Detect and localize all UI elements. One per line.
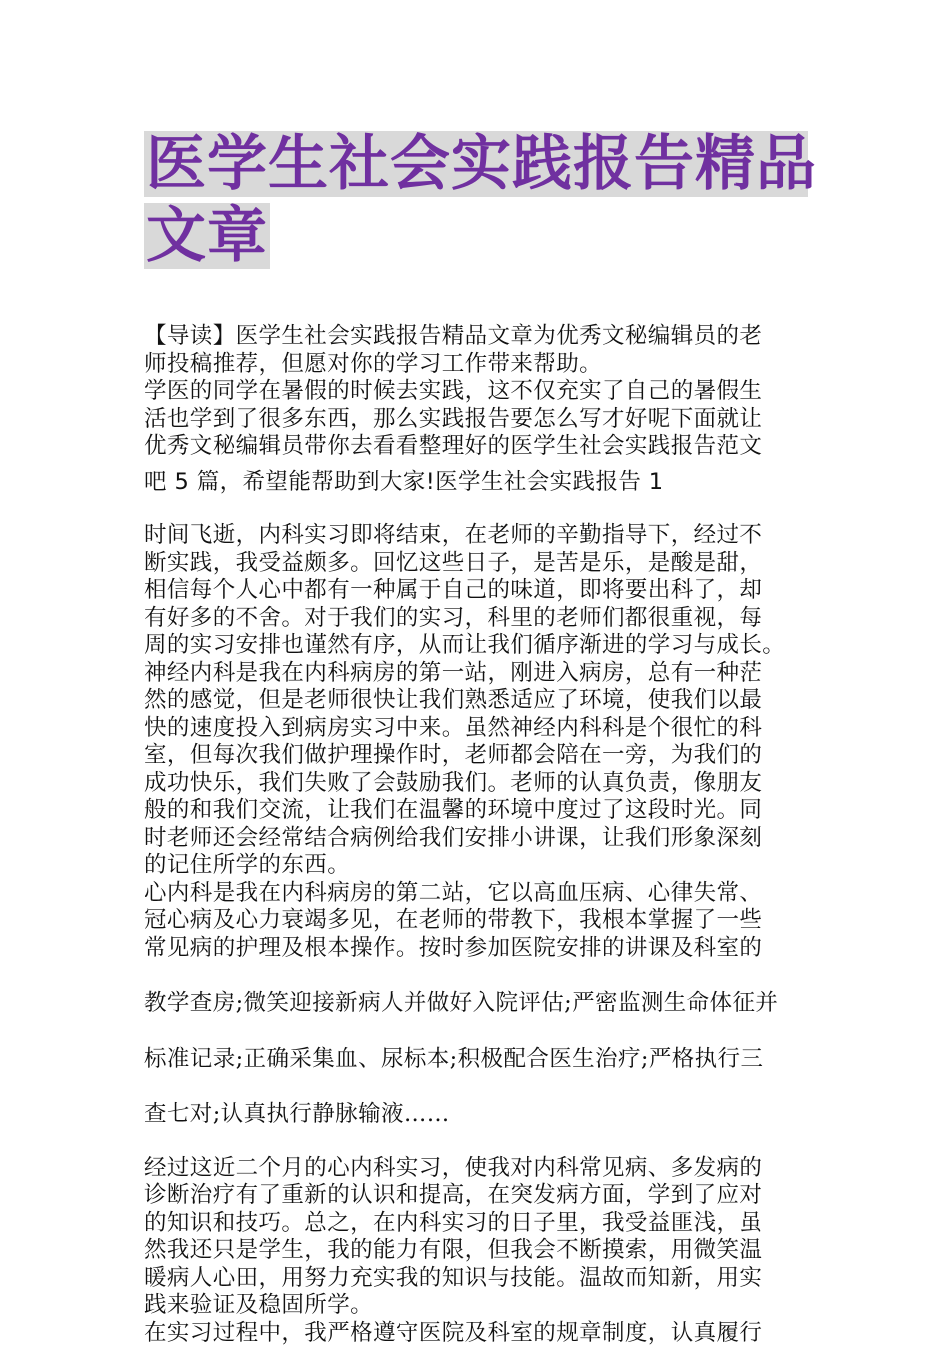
paragraph-line: 室，但每次我们做护理操作时，老师都会陪在一旁，为我们的 bbox=[144, 742, 808, 770]
paragraph-line: 然的感觉，但是老师很快让我们熟悉适应了环境，使我们以最 bbox=[144, 687, 808, 715]
paragraph-line: 暖病人心田，用努力充实我的知识与技能。温故而知新，用实 bbox=[144, 1265, 808, 1293]
paragraph-line: 然我还只是学生，我的能力有限，但我会不断摸索，用微笑温 bbox=[144, 1237, 808, 1265]
paragraph-line: 快的速度投入到病房实习中来。虽然神经内科科是个很忙的科 bbox=[144, 715, 808, 743]
paragraph-line: 成功快乐，我们失败了会鼓励我们。老师的认真负责，像朋友 bbox=[144, 770, 808, 798]
paragraph-line: 心内科是我在内科病房的第二站，它以高血压病、心律失常、 bbox=[144, 880, 808, 908]
paragraph-line: 诊断治疗有了重新的认识和提高，在突发病方面，学到了应对 bbox=[144, 1182, 808, 1210]
paragraph-line: 相信每个人心中都有一种属于自己的味道，即将要出科了，却 bbox=[144, 577, 808, 605]
paragraph-line: 经过这近二个月的心内科实习，使我对内科常见病、多发病的 bbox=[144, 1155, 808, 1183]
paragraph-line: 有好多的不舍。对于我们的实习，科里的老师们都很重视，每 bbox=[144, 605, 808, 633]
paragraph-line: 的知识和技巧。总之，在内科实习的日子里，我受益匪浅，虽 bbox=[144, 1210, 808, 1238]
paragraph-line: 查七对;认真执行静脉输液…… bbox=[144, 1101, 808, 1129]
paragraph-line: 标准记录;正确采集血、尿标本;积极配合医生治疗;严格执行三 bbox=[144, 1046, 808, 1074]
document-body bbox=[144, 323, 808, 1347]
paragraph-line: 时间飞逝，内科实习即将结束，在老师的辛勤指导下，经过不 bbox=[144, 522, 808, 550]
paragraph-line: 般的和我们交流，让我们在温馨的环境中度过了这段时光。同 bbox=[144, 797, 808, 825]
paragraph-line: 学医的同学在暑假的时候去实践，这不仅充实了自己的暑假生 bbox=[144, 378, 808, 406]
paragraph-line: 常见病的护理及根本操作。按时参加医院安排的讲课及科室的 bbox=[144, 935, 808, 963]
paragraph-line: 在实习过程中，我严格遵守医院及科室的规章制度，认真履行 bbox=[144, 1320, 808, 1347]
paragraph-line: 活也学到了很多东西，那么实践报告要怎么写才好呢下面就让 bbox=[144, 406, 808, 434]
paragraph-line: 师投稿推荐，但愿对你的学习工作带来帮助。 bbox=[144, 351, 808, 379]
paragraph-line: 践来验证及稳固所学。 bbox=[144, 1292, 808, 1320]
document-title-line-1: 医学生社会实践报告精品 bbox=[144, 131, 808, 197]
paragraph-line: 教学查房;微笑迎接新病人并做好入院评估;严密监测生命体征并 bbox=[144, 990, 808, 1018]
document-title-line-2: 文章 bbox=[144, 203, 270, 269]
paragraph-line: 时老师还会经常结合病例给我们安排小讲课，让我们形象深刻 bbox=[144, 825, 808, 853]
paragraph-line: 优秀文秘编辑员带你去看看整理好的医学生社会实践报告范文 bbox=[144, 433, 808, 461]
paragraph-line: 断实践，我受益颇多。回忆这些日子，是苦是乐，是酸是甜， bbox=[144, 550, 808, 578]
paragraph-line: 【导读】医学生社会实践报告精品文章为优秀文秘编辑员的老 bbox=[144, 323, 808, 351]
paragraph-line: 神经内科是我在内科病房的第一站，刚进入病房，总有一种茫 bbox=[144, 660, 808, 688]
paragraph-line: 的记住所学的东西。 bbox=[144, 852, 808, 880]
paragraph-line: 冠心病及心力衰竭多见，在老师的带教下，我根本掌握了一些 bbox=[144, 907, 808, 935]
paragraph-line: 吧 5 篇，希望能帮助到大家!医学生社会实践报告 1 bbox=[144, 469, 808, 497]
paragraph-line: 周的实习安排也谨然有序，从而让我们循序渐进的学习与成长。 bbox=[144, 632, 808, 660]
